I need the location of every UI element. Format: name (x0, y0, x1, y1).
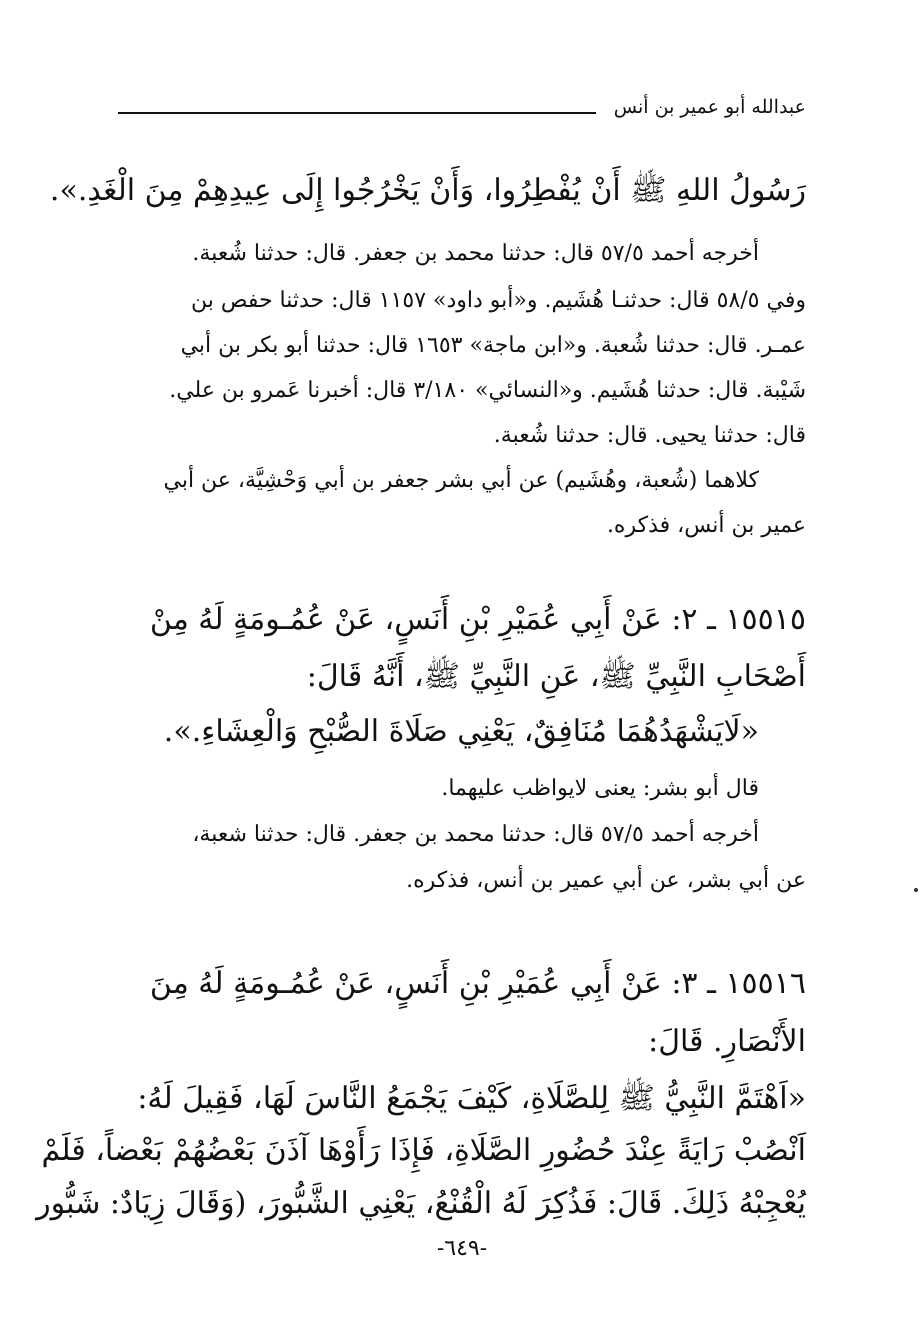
page-header (118, 92, 806, 128)
hadith-text-line: اَنْصُبْ رَايَةً عِنْدَ حُضُورِ الصَّلَاةِ، فَإِذَا رَأَوْهَا آذَنَ بَعْضُهُمْ بَعْضاً، فَلَمْ (41, 1133, 806, 1168)
hadith-text-line: «لَايَشْهَدُهُمَا مُنَافِقٌ، يَعْنِي صَلَاةَ الصُّبْحِ وَالْعِشَاءِ.». (163, 714, 759, 749)
takhrij-line: عن أبي بشر، عن أبي عمير بن أنس، فذكره. (406, 868, 806, 893)
hadith-text-line: ١٥٥١٥ ـ ٢: عَنْ أَبِي عُمَيْرِ بْنِ أَنَسٍ، عَنْ عُمُـومَةٍ لَهُ مِنْ (149, 602, 806, 637)
hadith-text-line: الأَنْصَارِ. قَالَ: (648, 1024, 806, 1059)
scan-speck (914, 888, 918, 892)
isnad-line: عمير بن أنس، فذكره. (606, 513, 806, 538)
takhrij-line: وفي ٥٨/٥ قال: حدثنـا هُشَيم. و«أبو داود» ١١٥٧ قال: حدثنا حفص بن (191, 288, 806, 313)
page-number: -٦٤٩- (436, 1236, 488, 1261)
takhrij-line: أخرجه أحمد ٥٧/٥ قال: حدثنا محمد بن جعفر. قال: حدثنا شُعبة. (192, 241, 759, 266)
note-line: قال أبو بشر: يعنى لايواظب عليهما. (441, 776, 759, 801)
takhrij-line: قال: حدثنا يحيى. قال: حدثنا شُعبة. (493, 423, 806, 448)
hadith-text-line: «اَهْتَمَّ النَّبِيُّ ﷺ لِلصَّلَاةِ، كَيْفَ يَجْمَعُ النَّاسَ لَهَا، فَقِيلَ لَهُ: (137, 1081, 806, 1116)
takhrij-line: أخرجه أحمد ٥٧/٥ قال: حدثنا محمد بن جعفر. قال: حدثنا شعبة، (192, 822, 759, 847)
hadith-text-line: يُعْجِبْهُ ذَلِكَ. قَالَ: فَذُكِرَ لَهُ الْقُنْعُ، يَعْنِي الشَّبُّورَ، (وَقَالَ زِيَادٌ: شَبُّور (36, 1186, 806, 1221)
takhrij-line: شَيْبة. قال: حدثنا هُشَيم. و«النسائي» ٣/١٨٠ قال: أخبرنا عَمرو بن علي. (169, 378, 806, 403)
isnad-line: كلاهما (شُعبة، وهُشَيم) عن أبي بشر جعفر بن أبي وَحْشِيَّة، عن أبي (163, 468, 759, 493)
header-title: عبدالله أبو عمير بن أنس (613, 96, 806, 118)
takhrij-line: عمـر. قال: حدثنا شُعبة. و«ابن ماجة» ١٦٥٣ قال: حدثنا أبو بكر بن أبي (180, 333, 806, 358)
hadith-text-line: رَسُولُ اللهِ ﷺ أَنْ يُفْطِرُوا، وَأَنْ يَخْرُجُوا إِلَى عِيدِهِمْ مِنَ الْغَدِ.». (49, 173, 806, 208)
hadith-text-line: أَصْحَابِ النَّبِيِّ ﷺ، عَنِ النَّبِيِّ ﷺ، أَنَّهُ قَالَ: (306, 659, 806, 694)
hadith-text-line: ١٥٥١٦ ـ ٣: عَنْ أَبِي عُمَيْرِ بْنِ أَنَسٍ، عَنْ عُمُـومَةٍ لَهُ مِنَ (149, 966, 806, 1001)
header-rule (118, 112, 596, 114)
